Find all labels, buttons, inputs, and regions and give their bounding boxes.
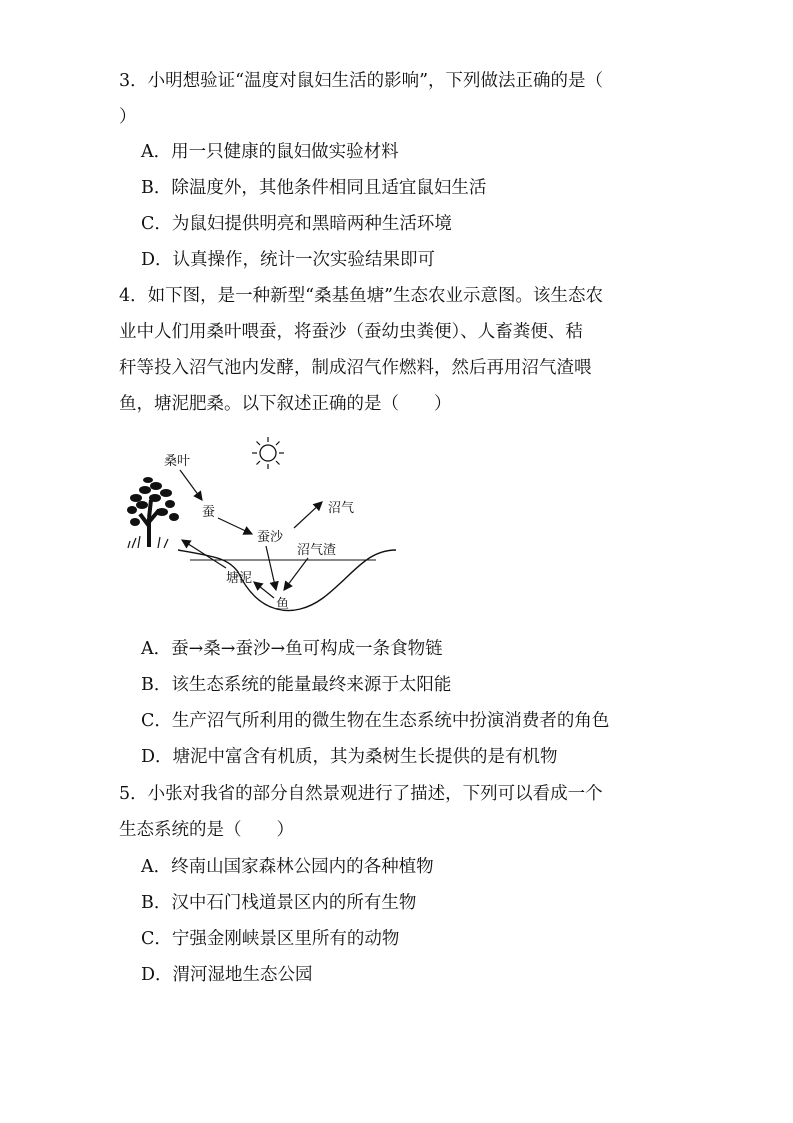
- sun-icon: [252, 437, 284, 469]
- q4-option-b: B．该生态系统的能量最终来源于太阳能: [141, 675, 452, 695]
- label-biogas-residue: 沼气渣: [297, 543, 337, 558]
- q3-option-a: A．用一只健康的鼠妇做实验材料: [141, 142, 399, 162]
- q5-option-c: C．宁强金刚峡景区里所有的动物: [141, 929, 400, 949]
- q3-stem-line-2: ）: [119, 107, 137, 127]
- q5-option-a: A．终南山国家森林公园内的各种植物: [141, 857, 434, 877]
- q3-stem-line-1: 3．小明想验证“温度对鼠妇生活的影响”，下列做法正确的是（: [119, 71, 604, 91]
- arrow-sand-to-fish: [266, 546, 276, 590]
- q3-option-c: C．为鼠妇提供明亮和黑暗两种生活环境: [141, 214, 452, 234]
- q4-stem-line-1: 4．如下图，是一种新型“桑基鱼塘”生态农业示意图。该生态农: [119, 286, 604, 306]
- q4-option-a: A．蚕→桑→蚕沙→鱼可构成一条食物链: [141, 639, 443, 659]
- q4-stem-line-3: 秆等投入沼气池内发酵，制成沼气作燃料，然后再用沼气渣喂: [119, 358, 592, 378]
- q5-stem-line-2: 生态系统的是（ ）: [119, 820, 294, 840]
- arrow-leaf-to-silkworm: [180, 470, 202, 500]
- label-pond-mud: 塘泥: [226, 571, 253, 586]
- arrow-sand-to-biogas: [294, 502, 322, 528]
- q3-option-d: D．认真操作，统计一次实验结果即可: [141, 250, 436, 270]
- q5-option-d: D．渭河湿地生态公园: [141, 965, 313, 985]
- mulberry-fishpond-diagram: [118, 430, 408, 625]
- arrow-silkworm-to-sand: [218, 518, 252, 534]
- arrow-mud-to-tree: [182, 540, 226, 568]
- q4-stem-line-2: 业中人们用桑叶喂蚕，将蚕沙（蚕幼虫粪便）、人畜粪便、秸: [119, 322, 583, 342]
- q3-option-b: B．除温度外，其他条件相同且适宜鼠妇生活: [141, 178, 487, 198]
- label-silkworm: 蚕: [202, 505, 216, 520]
- q5-option-b: B．汉中石门栈道景区内的所有生物: [141, 893, 417, 913]
- label-silkworm-sand: 蚕沙: [257, 530, 284, 545]
- q4-option-c: C．生产沼气所利用的微生物在生态系统中扮演消费者的角色: [141, 711, 610, 731]
- arrow-fish-to-mud: [254, 582, 274, 598]
- mulberry-tree-icon: [127, 477, 179, 548]
- arrow-residue-to-fish: [284, 558, 308, 590]
- q4-stem-line-4: 鱼，塘泥肥桑。以下叙述正确的是（ ）: [119, 394, 452, 414]
- q5-stem-line-1: 5．小张对我省的部分自然景观进行了描述，下列可以看成一个: [119, 784, 603, 804]
- label-mulberry-leaf: 桑叶: [164, 454, 191, 469]
- label-biogas: 沼气: [328, 501, 355, 516]
- q4-option-d: D．塘泥中富含有机质，其为桑树生长提供的是有机物: [141, 747, 558, 767]
- label-fish: 鱼: [276, 597, 290, 612]
